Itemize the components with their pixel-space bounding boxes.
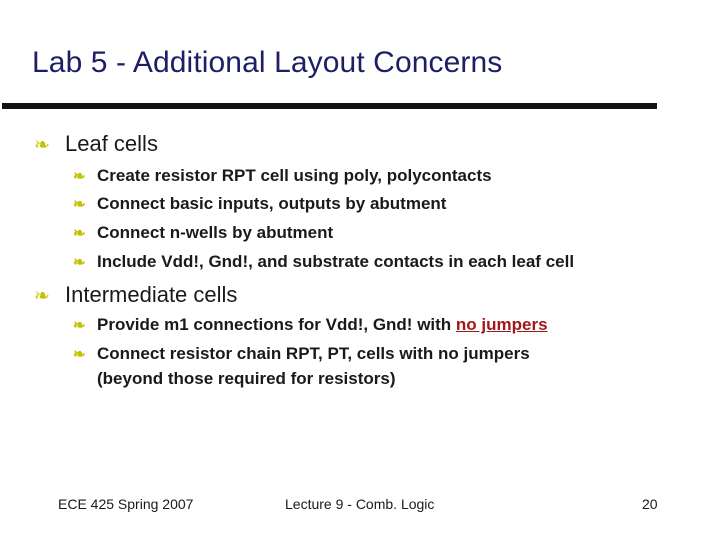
emphasis-link-text: no jumpers <box>455 315 548 334</box>
list-item-text: Connect n-wells by abutment <box>97 223 334 242</box>
list-item <box>73 194 446 214</box>
section-leaf-cells <box>34 131 158 157</box>
list-item-text: Create resistor RPT cell using poly, polycontacts <box>97 166 492 185</box>
list-item-text: Connect basic inputs, outputs by abutment <box>97 194 447 213</box>
slide-title: Lab 5 - Additional Layout Concerns <box>32 46 503 79</box>
section-heading: Leaf cells <box>65 131 158 156</box>
bullet-icon: ❧ <box>73 317 86 334</box>
section-heading: Intermediate cells <box>65 282 238 307</box>
list-item-text: Connect resistor chain RPT, PT, cells with no jumpers <box>97 344 530 363</box>
bullet-icon: ❧ <box>73 346 86 363</box>
list-item <box>73 166 492 186</box>
list-item-text: Include Vdd!, Gnd!, and substrate contacts in each leaf cell <box>97 252 575 271</box>
list-item <box>73 223 333 243</box>
bullet-icon: ❧ <box>34 286 50 307</box>
list-item-continuation: (beyond those required for resistors) <box>97 369 396 388</box>
title-divider <box>2 103 657 109</box>
footer-course: ECE 425 Spring 2007 <box>58 496 194 512</box>
list-item <box>73 252 574 272</box>
list-item <box>73 315 548 335</box>
list-item-text-plain: Provide m1 connections for Vdd!, Gnd! with <box>97 315 456 334</box>
section-intermediate-cells <box>34 282 237 308</box>
footer-lecture: Lecture 9 - Comb. Logic <box>285 496 435 512</box>
list-item <box>73 344 530 364</box>
page-number: 20 <box>642 496 658 512</box>
bullet-icon: ❧ <box>73 254 86 271</box>
bullet-icon: ❧ <box>73 168 86 185</box>
bullet-icon: ❧ <box>73 196 86 213</box>
bullet-icon: ❧ <box>73 225 86 242</box>
list-item-text <box>97 315 548 335</box>
bullet-icon: ❧ <box>34 135 50 156</box>
